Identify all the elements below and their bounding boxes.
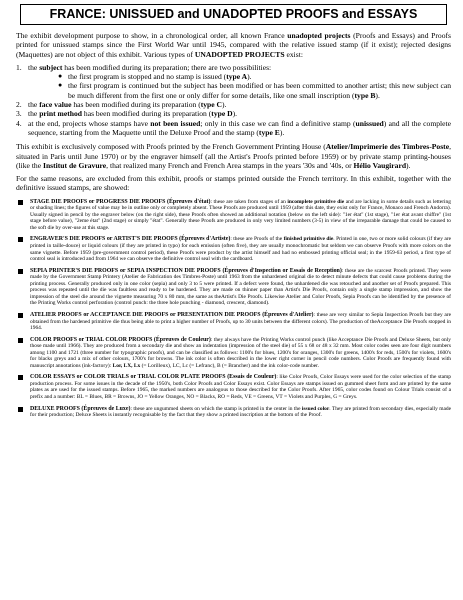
item-bold: not been issued [150, 118, 201, 128]
type-name: COLOR PROOFS [30, 336, 78, 343]
type-connector: or [74, 374, 84, 381]
type-connector: or [87, 198, 96, 205]
type-bold: incomplete primitive die [287, 198, 345, 205]
type-name: SEPIA INSPECTION DIE PROOFS [127, 267, 221, 274]
type-connector: or [168, 311, 178, 318]
type-french-name: (Épreuves d'Artiste) [177, 236, 231, 243]
proof-type-item [16, 312, 451, 332]
proof-type-item [16, 199, 451, 232]
proof-type-item [16, 236, 451, 262]
type-french-name: (Épreuves de Couleur) [152, 336, 211, 343]
type-connector: or [105, 236, 114, 243]
sub-text: ). [375, 90, 380, 100]
para-text: , situated in Paris until June 1970) or by the engraver himself (all the Artist's Proofs printed before 1959) or by private stamp printing-houses (like the [16, 142, 451, 170]
square-bullet-icon [18, 313, 23, 318]
proof-type-item [16, 406, 451, 419]
type-text: . Printed in one, two or more solid colours (if they are printed in taille-douce) or liquid colours (if they are printed in typo) for each emission (often five), they are usually monochromatic but seldom we can observe Proofs with more colors on the same vignette. Before 1959 (pre-government control period), these Proofs were product by the artist himself and had no embossed printing official seal; in the 1959-63 period, a first type of control seal is introduced and from 1964 we can observe the definitive control seal with the cardboard. [30, 236, 452, 263]
sub-text: the first program is continued but the subject has been modified or has been committed to another artist; this new subject can be much different from the first one or only differ for some details, like one small inscription ( [68, 81, 451, 100]
list-item [16, 119, 451, 138]
para-bold: Atelier/Imprimerie des Timbres-Poste [325, 142, 450, 152]
type-name: TRIAL COLOR PLATE PROOFS [137, 374, 226, 381]
intro-paragraph [16, 31, 451, 59]
item-text: at the end, projects whose stamps have [28, 118, 151, 128]
type-connector: or [81, 311, 91, 318]
type-french-name: (Épreuves d'Atelier) [260, 311, 314, 318]
sub-text: ). [247, 72, 252, 82]
type-french-name: (Épreuves de Luxe) [79, 405, 131, 412]
item-text: ). [279, 127, 285, 137]
square-bullet-icon [18, 407, 23, 412]
square-bullet-icon [18, 200, 23, 205]
printers-paragraph [16, 142, 451, 170]
item-text: ; only in this case we can find a definitive stamp ( [200, 118, 356, 128]
item-number: 2. [16, 100, 22, 110]
type-text: : these are very similar to Sepia Inspection Proofs but they are obtained from the hardened primitive die thus being able to print a higher number of Proofs, up to 30 units between the different colors). The production of theAcceptance Die Proofs stopped in 1964. [30, 311, 451, 332]
intro-text: exist: [284, 49, 303, 59]
item-text: has been modified during its preparation ( [82, 109, 212, 119]
bullet-icon: ● [58, 81, 63, 90]
item-text: ) and all the complete sequence, starting from the Maquette until the Deluxe Proof and the stamp ( [28, 118, 452, 137]
type-bold: Lor, LX, Lx [112, 362, 141, 369]
type-text: : these are taken from stages of an [210, 198, 288, 205]
type-bold: finished primitive die [283, 236, 334, 243]
proof-types-list [16, 199, 451, 419]
para-text: This exhibit is exclusively composed with Proofs printed by the French Government Printing House ( [16, 142, 326, 152]
type-name: DELUXE PROOFS [30, 405, 80, 412]
type-name: SEPIA PRINTER'S DIE PROOFS [30, 267, 119, 274]
intro-bold: unadopted projects [287, 31, 351, 40]
item-text: ). [222, 100, 227, 110]
type-name: PROGRESS DIE PROOFS [95, 198, 166, 205]
item-text: the [28, 62, 40, 72]
proof-type-item [16, 337, 451, 370]
item-number: 3. [16, 109, 22, 119]
item-bold: type E [258, 127, 280, 137]
para-bold: Hélio Vaugirard [353, 160, 407, 170]
exclusion-paragraph: For the same reasons, are excluded from this exhibit, proofs or stamps printed outside the French territory. In this exhibit, together with the definitive issued stamps, are showed: [16, 174, 451, 193]
item-bold: print method [39, 109, 83, 119]
square-bullet-icon [18, 269, 23, 274]
item-text: ). [232, 109, 238, 119]
type-connector: or [77, 336, 86, 343]
item-bold: unissued [355, 118, 384, 128]
item-text: the [28, 109, 40, 119]
square-bullet-icon [18, 237, 23, 242]
sub-item [58, 81, 451, 100]
type-french-name: (Épreuves d'Inspection or Essais de Reception) [220, 267, 342, 274]
type-text: . They are printed from secondary dies, especially made for their production; Deluxe Sheets is instantly recognisable by the fact that they show a printed inscription at the bottom of the Proof. [30, 405, 451, 419]
type-text: : they always have the Printing Works control punch (like Acceptance Die Proofs and Deluxe Sheets, but only those made until 1966). They are produced from a secondary die and show an indentation (impression of the steel die) of 55 x 68 or 48 x 32 mm. Most color codes seen are four digit numbers among 1100 and 1721 (three number for typographic proofs), and can be classified as follows: 1100's for blues, 1200's for oranges, 1300's for greens, 1400's for reds, 1500's for violets, 1600's for blacks greys and a mix of other colours, 1700's for browns. The ink color is often described in the lower right corner in pencil code numbers. Color Proofs are frequently found with manuscript annotations (ink-factory): [30, 336, 451, 369]
type-text: : like Color Proofs, Color Essays were used for the color selection of the stamp production process. For some issues in the decade of the 1950's, both Color Proofs and Color Essays exist. Color Essays are stamps issued on gummed sheet form and are printed by the same plates as are used for the issued stamps. Before 1965, the marked numbers are analogous to those described for the Color Proofs. After 1965, color codes found on Colour Trials consist of a prefix and a number: BL = Blues, BR = Browns, JO = Yellow Oranges, NO = Blacks, RO = Reds, VE = Greens, VT = Violets and Purples, G = Greys. [30, 374, 451, 400]
item-text: has been modified during its preparation ( [71, 100, 201, 110]
type-name: COLOR TRIALS [83, 374, 129, 381]
project-types-list [16, 63, 451, 137]
item-number: 1. [16, 62, 22, 72]
intro-text: (Proofs and Essays) and Proofs printed for unissued stamps since the First World War until 1945, compared with the relative issued stamp (if it exist); rejected designs (Maquettes) are not object of this exhibit. Various types of [16, 31, 451, 59]
item-bold: face value [39, 100, 72, 110]
type-text: : these are the scarcest Proofs printed. They were made by the Government Stamp Printery (Atelier de Fabrication des Timbres-Poste) until 1963 from the unhardened original die to detect minute defects that could cause problems during the printing process. Generally produced only in one color (sepia) and only 3 to 5 were printed. If a defect were found, the unhardened die was retouched and another set of Proofs prepared. This process was repeated until the die was faultless and ready to be hardened. They are made on thinner paper than Artist's Die Proofs, contain only a single stamp impression, and show the impression of the steel die around the vignette measuring 70 x 80 mm, the same as theArtist's Die Proofs. Likewise Atelier and Color Proofs, Sepia Proofs can be identified by the presence of the Printing Works control perforation (control punch: the three hole punching - diamond, crescent, diamond). [30, 267, 451, 307]
type-french-name: (Épreuves d'état) [165, 198, 211, 205]
type-name: TRIAL COLOR PROOFS [85, 336, 153, 343]
type-text: : these are Proofs of the [230, 236, 284, 243]
intro-bold: UNADOPTED PROJECTS [194, 49, 285, 59]
type-name: COLOR ESSAYS [30, 374, 75, 381]
item-text: has been modified during its preparation; there are two possibilities: [62, 62, 272, 72]
type-text: (= Lorilleux), LC, Lc (= Lefranc), B (= Brancher) and the ink color-code number. [140, 362, 320, 369]
square-bullet-icon [18, 338, 23, 343]
sub-bold: type A [226, 72, 248, 82]
item-bold: subject [39, 62, 63, 72]
page-title: FRANCE: UNISSUED and UNADOPTED PROOFS and ESSAYS [20, 4, 447, 25]
type-name: ENGRAVER'S DIE PROOFS [30, 236, 106, 243]
type-name: ATELIER PROOFS [30, 311, 82, 318]
proof-type-item [16, 268, 451, 307]
sub-list [28, 72, 451, 100]
sub-item [58, 72, 451, 81]
item-number: 4. [16, 118, 22, 128]
para-text: , that realized many French and French Area stamps in the years '30s and '40s, or [106, 160, 354, 170]
type-name: ARTIST'S DIE PROOFS [113, 236, 178, 243]
type-connector: or [118, 267, 128, 274]
para-bold: Institut de Gravure [43, 160, 107, 170]
list-item [16, 100, 451, 109]
type-name: ACCEPTANCE DIE PROOFS [90, 311, 169, 318]
proof-type-item [16, 374, 451, 400]
item-text: the [28, 100, 40, 110]
item-bold: type C [200, 100, 223, 110]
intro-text: The exhibit development purpose to show, in a chronological order, all known France [16, 31, 288, 40]
bullet-icon: ● [58, 72, 63, 81]
type-bold: issued color [301, 405, 330, 412]
type-text: : these are ungummed sheets on which the stamp is printed in the center in the [130, 405, 302, 412]
type-name: PRESENTATION DIE PROOFS [177, 311, 261, 318]
type-name: STAGE DIE PROOFS [30, 198, 88, 205]
item-bold: type D [211, 109, 233, 119]
list-item [16, 63, 451, 100]
sub-bold: type B [354, 90, 376, 100]
type-french-name: (Essais de Couleur) [225, 374, 277, 381]
type-connector: or [128, 374, 138, 381]
square-bullet-icon [18, 375, 23, 380]
para-text: ). [406, 160, 411, 170]
list-item [16, 109, 451, 118]
sub-text: the first program is stopped and no stamp is issued ( [68, 72, 227, 82]
type-text: and are lacking in some details such as lettering or shading lines; the figures of value may be in outline only or completely absent. These Proofs are produced until 1959 (after this date, they exist only for France, Monaco and French Andorra). Usually signed in pencil by the engraver below (on the right side), these Proofs often showed an additional notation (below on the left side): "1er état" (1st stage), "1er état avant chiffre" (1st stage before value), "2eme état" (2nd stage) or simply "état". Generally these Proofs are produced in only very limited numbers (3-5) in view of the irreparable damage that could be caused to the soft die by over-use at this stage. [30, 198, 451, 231]
